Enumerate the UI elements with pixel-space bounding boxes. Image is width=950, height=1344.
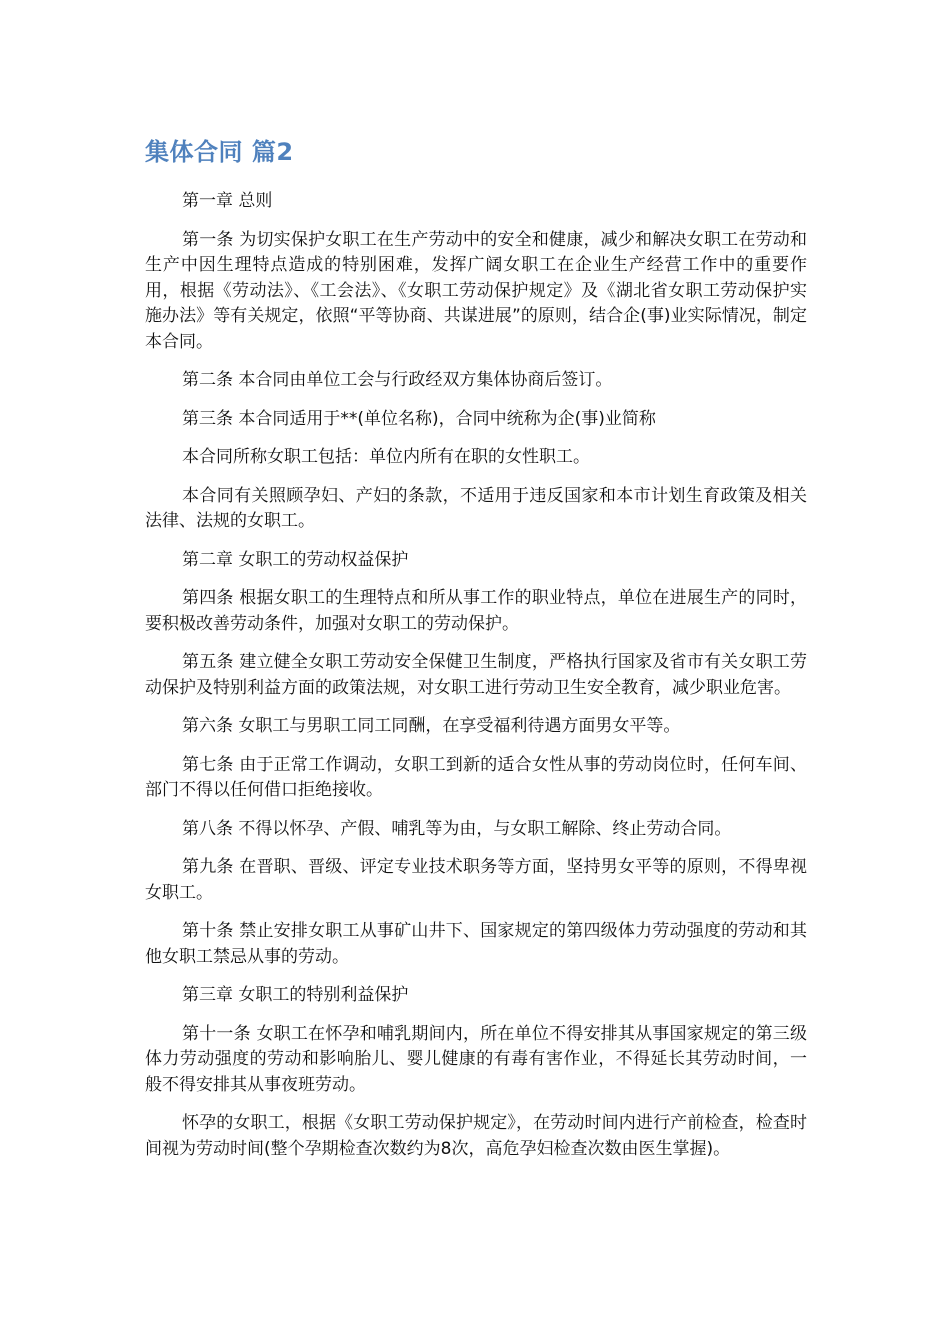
female-staff-definition: 本合同所称女职工包括：单位内所有在职的女性职工。 bbox=[182, 447, 590, 467]
chapter-3-heading: 第三章 女职工的特别利益保护 bbox=[182, 985, 409, 1005]
article-9: 第九条 在晋职、晋级、评定专业技术职务等方面，坚持男女平等的原则，不得卑视女职工。 bbox=[145, 857, 807, 903]
maternity-clause-scope: 本合同有关照顾孕妇、产妇的条款，不适用于违反国家和本市计划生育政策及相关法律、法规的女职工。 bbox=[145, 485, 807, 531]
chapter-2-heading: 第二章 女职工的劳动权益保护 bbox=[182, 549, 409, 570]
prenatal-checkup-paragraph: 怀孕的女职工，根据《女职工劳动保护规定》，在劳动时间内进行产前检查，检查时间视为劳动时间(整个孕期检查次数约为8次，高危孕妇检查次数由医生掌握)。 bbox=[145, 1113, 807, 1159]
article-2: 第二条 本合同由单位工会与行政经双方集体协商后签订。 bbox=[182, 370, 613, 390]
article-5: 第五条 建立健全女职工劳动安全保健卫生制度，严格执行国家及省市有关女职工劳动保护及特别利益方面的政策法规，对女职工进行劳动卫生安全教育，减少职业危害。 bbox=[145, 652, 807, 698]
article-6: 第六条 女职工与男职工同工同酬，在享受福利待遇方面男女平等。 bbox=[182, 716, 681, 736]
chapter-1-heading: 第一章 总则 bbox=[182, 191, 273, 211]
article-10: 第十条 禁止安排女职工从事矿山井下、国家规定的第四级体力劳动强度的劳动和其他女职工禁忌从事的劳动。 bbox=[145, 921, 807, 967]
article-11: 第十一条 女职工在怀孕和哺乳期间内，所在单位不得安排其从事国家规定的第三级体力劳动强度的劳动和影响胎儿、婴儿健康的有毒有害作业，不得延长其劳动时间，一般不得安排其从事夜班劳动。 bbox=[145, 1023, 807, 1095]
article-1: 第一条 为切实保护女职工在生产劳动中的安全和健康，减少和解决女职工在劳动和生产中因生理特点造成的特别困难，发挥广阔女职工在企业生产经营工作中的重要作用，根据《劳动法》、《工会法》、《女职工劳动保护规定》及《湖北省女职工劳动保护实施办法》等有关规定，依照“平等协商、共谋进展”的原则，结合企(事)业实际情况，制定本合同。 bbox=[145, 229, 807, 352]
document-title: 集体合同 篇2 bbox=[145, 138, 294, 166]
article-8: 第八条 不得以怀孕、产假、哺乳等为由，与女职工解除、终止劳动合同。 bbox=[182, 818, 732, 839]
article-3: 第三条 本合同适用于**(单位名称)，合同中统称为企(事)业简称 bbox=[182, 408, 656, 429]
document-body bbox=[145, 136, 807, 1175]
article-7: 第七条 由于正常工作调动，女职工到新的适合女性从事的劳动岗位时，任何车间、部门不得以任何借口拒绝接收。 bbox=[145, 754, 807, 800]
article-4: 第四条 根据女职工的生理特点和所从事工作的职业特点，单位在进展生产的同时，要积极改善劳动条件，加强对女职工的劳动保护。 bbox=[145, 588, 807, 634]
